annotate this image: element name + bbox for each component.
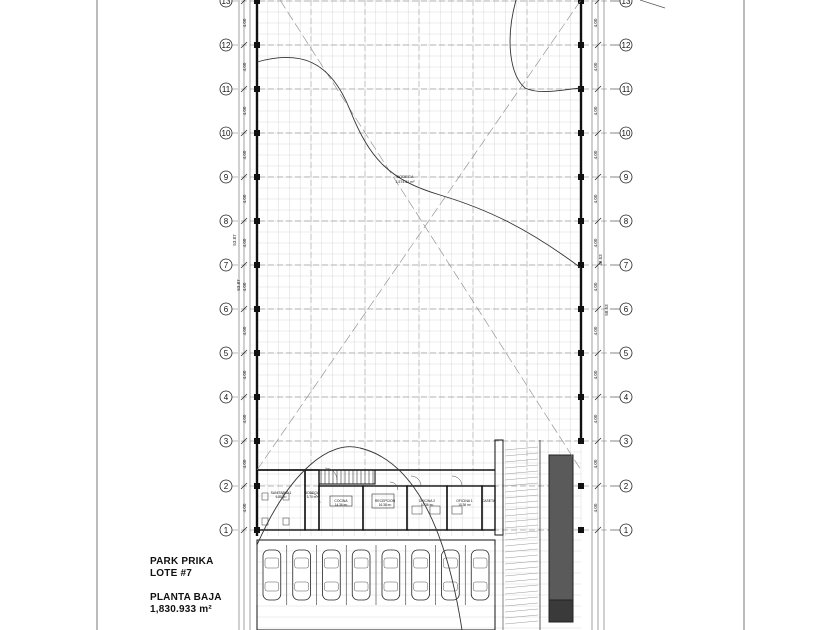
ramp-stripe bbox=[505, 603, 538, 606]
floor-area: 1,830.933 m² bbox=[150, 604, 212, 615]
ramp-stripe bbox=[505, 573, 538, 576]
axis-bubble-label: 3 bbox=[223, 437, 229, 446]
room-outline bbox=[305, 470, 319, 530]
ramp-stripe bbox=[505, 513, 538, 516]
bay-dimension-label: 4.00 bbox=[242, 326, 247, 336]
office-desk bbox=[412, 506, 422, 514]
axis-bubble-label: 13 bbox=[621, 0, 631, 6]
grid-lines bbox=[97, 0, 744, 630]
bay-dimension-label: 4.00 bbox=[593, 194, 598, 204]
bay-dimension-label: 4.00 bbox=[242, 106, 247, 116]
bay-dimension-label: 4.00 bbox=[593, 459, 598, 469]
bay-dimension-label: 4.00 bbox=[242, 194, 247, 204]
axis-bubble-label: 2 bbox=[623, 482, 629, 491]
plan-labels bbox=[232, 18, 609, 512]
room-name: BODEGA bbox=[304, 491, 320, 495]
axis-bubble-label: 10 bbox=[221, 129, 231, 138]
column bbox=[254, 262, 260, 268]
sanitary-fixture bbox=[283, 518, 289, 525]
ramp-dark bbox=[549, 455, 573, 615]
axis-bubble-label: 4 bbox=[223, 393, 229, 402]
bay-dimension-label: 4.00 bbox=[593, 62, 598, 72]
axis-bubble-label: 5 bbox=[623, 349, 629, 358]
lot-number: LOTE #7 bbox=[150, 568, 192, 579]
column bbox=[254, 394, 260, 400]
column bbox=[578, 438, 584, 444]
title-block bbox=[150, 556, 270, 616]
bay-dimension-label: 4.00 bbox=[242, 370, 247, 380]
overall-dimension-label: 53.87 bbox=[236, 279, 241, 291]
bay-dimension-label: 4.00 bbox=[242, 238, 247, 248]
ramp-stripe bbox=[505, 615, 538, 618]
room-area: 6.85 m² bbox=[275, 495, 287, 499]
bay-dimension-label: 4.00 bbox=[242, 459, 247, 469]
ramp-stripe bbox=[505, 597, 538, 600]
ramp-stripe bbox=[505, 567, 538, 570]
ramp-stripe bbox=[505, 465, 538, 468]
column bbox=[254, 438, 260, 444]
ramp-stripe bbox=[505, 495, 538, 498]
sanitary-fixture bbox=[262, 493, 268, 500]
ramp-stripe bbox=[505, 477, 538, 480]
door-swing bbox=[452, 476, 462, 486]
axis-bubble-label: 5 bbox=[223, 349, 229, 358]
bay-dimension-label: 4.00 bbox=[593, 326, 598, 336]
bay-dimension-label: 4.00 bbox=[593, 414, 598, 424]
column bbox=[254, 0, 260, 4]
ramp-stripe bbox=[505, 483, 538, 486]
ramp-stripe bbox=[505, 621, 538, 624]
axis-bubble-label: 9 bbox=[223, 173, 229, 182]
axis-bubble-label: 12 bbox=[221, 41, 231, 50]
ramp-stripe bbox=[505, 591, 538, 594]
room-name: OFICINA 2 bbox=[418, 499, 436, 503]
ramp-stripe bbox=[505, 609, 538, 612]
bay-dimension-label: 4.00 bbox=[593, 282, 598, 292]
bay-dimension-label: 4.00 bbox=[593, 106, 598, 116]
warehouse-area: 1,574.61 m² bbox=[395, 180, 415, 184]
axis-bubble-label: 1 bbox=[223, 526, 229, 535]
ramp-stripe bbox=[505, 489, 538, 492]
parked-car bbox=[442, 550, 460, 600]
axis-bubble-label: 8 bbox=[223, 217, 229, 226]
bay-dimension-label: 4.00 bbox=[242, 62, 247, 72]
ramp-block bbox=[549, 600, 573, 622]
axis-bubble-label: 11 bbox=[221, 85, 231, 94]
ramp-stripe bbox=[505, 531, 538, 534]
parked-car bbox=[471, 550, 489, 600]
ramp-stripe bbox=[505, 453, 538, 456]
axis-bubble-label: 6 bbox=[223, 305, 229, 314]
axis-bubble-label: 6 bbox=[623, 305, 629, 314]
office-rooms bbox=[257, 468, 496, 530]
diagonal-line bbox=[280, 0, 581, 470]
column bbox=[254, 42, 260, 48]
office-desk bbox=[430, 506, 440, 514]
bay-dimension-label: 4.00 bbox=[593, 503, 598, 513]
axis-bubble-label: 2 bbox=[223, 482, 229, 491]
column bbox=[578, 130, 584, 136]
contour-line bbox=[257, 447, 462, 630]
parked-car bbox=[352, 550, 370, 600]
axis-bubble-label: 7 bbox=[623, 261, 629, 270]
ramp-stripe bbox=[505, 525, 538, 528]
ramp-stripe bbox=[505, 555, 538, 558]
overall-dimension-label: 58.53 bbox=[604, 304, 609, 316]
bay-dimension-label: 4.00 bbox=[593, 150, 598, 160]
column bbox=[254, 306, 260, 312]
column bbox=[578, 262, 584, 268]
bay-dimension-label: 4.00 bbox=[593, 370, 598, 380]
column bbox=[254, 350, 260, 356]
ramp-stripe bbox=[505, 471, 538, 474]
column bbox=[578, 350, 584, 356]
ramp-stripe bbox=[505, 519, 538, 522]
ramp-stripe bbox=[505, 537, 538, 540]
bay-dimension-label: 4.00 bbox=[242, 503, 247, 513]
parked-car bbox=[293, 550, 311, 600]
column bbox=[578, 86, 584, 92]
column bbox=[254, 218, 260, 224]
bay-dimension-label: 4.00 bbox=[593, 18, 598, 28]
overall-dimension-label: 53.87 bbox=[232, 234, 237, 246]
room-area: 10.36 m² bbox=[420, 503, 434, 507]
ramp-stripe bbox=[505, 507, 538, 510]
room-name: SANITARIO 1 bbox=[270, 491, 292, 495]
axis-bubble-label: 1 bbox=[623, 526, 629, 535]
project-name: PARK PRIKA bbox=[150, 556, 214, 567]
ramp-stripe bbox=[505, 561, 538, 564]
column bbox=[254, 130, 260, 136]
parking-area bbox=[257, 540, 495, 630]
ramp-stripe bbox=[505, 549, 538, 552]
contour-line bbox=[640, 0, 665, 8]
column bbox=[578, 218, 584, 224]
axis-bubble-label: 13 bbox=[221, 0, 231, 6]
parked-car bbox=[412, 550, 430, 600]
bay-dimension-label: 4.00 bbox=[242, 18, 247, 28]
axis-bubble-label: 8 bbox=[623, 217, 629, 226]
room-name: RECEPCION bbox=[374, 499, 396, 503]
column bbox=[254, 174, 260, 180]
room-name: COCINA bbox=[334, 499, 348, 503]
axis-bubble-label: 10 bbox=[621, 129, 631, 138]
parked-car bbox=[382, 550, 400, 600]
stair-outline bbox=[319, 470, 375, 484]
column bbox=[578, 174, 584, 180]
overall-dimension-label: 48.53 bbox=[598, 254, 603, 266]
column bbox=[578, 42, 584, 48]
column bbox=[578, 483, 584, 489]
ramp-stripe bbox=[505, 447, 538, 450]
axis-bubble-label: 11 bbox=[621, 85, 631, 94]
bay-dimension-label: 4.00 bbox=[242, 282, 247, 292]
room-name: CASETA bbox=[481, 499, 496, 503]
axis-bubble-label: 4 bbox=[623, 393, 629, 402]
room-area: 3.70 m² bbox=[306, 495, 318, 499]
room-area: 10.36 m² bbox=[458, 503, 471, 507]
room-outline bbox=[319, 486, 363, 530]
room-area: 14.36 m² bbox=[334, 503, 348, 507]
axis-bubble-label: 7 bbox=[223, 261, 229, 270]
bay-dimension-label: 4.00 bbox=[593, 238, 598, 248]
parked-car bbox=[323, 550, 341, 600]
column bbox=[578, 394, 584, 400]
ramp-stripe bbox=[505, 501, 538, 504]
office-desk bbox=[452, 506, 462, 514]
ramp-stripe bbox=[505, 585, 538, 588]
room-area: 16.38 m² bbox=[378, 503, 392, 507]
column bbox=[254, 86, 260, 92]
bay-dimension-label: 4.00 bbox=[242, 150, 247, 160]
axis-bubble-label: 12 bbox=[621, 41, 631, 50]
ramp-stripe bbox=[505, 543, 538, 546]
bay-dimension-label: 4.00 bbox=[242, 414, 247, 424]
axis-bubble-label: 9 bbox=[623, 173, 629, 182]
loading-wall bbox=[495, 440, 503, 535]
warehouse-label: BODEGA bbox=[396, 174, 414, 179]
column bbox=[578, 306, 584, 312]
ramp-stripe bbox=[505, 459, 538, 462]
room-name: OFICINA 1 bbox=[456, 499, 473, 503]
ramp-stripe bbox=[505, 579, 538, 582]
axis-bubble-label: 3 bbox=[623, 437, 629, 446]
column bbox=[578, 527, 584, 533]
floor-name: PLANTA BAJA bbox=[150, 592, 222, 603]
